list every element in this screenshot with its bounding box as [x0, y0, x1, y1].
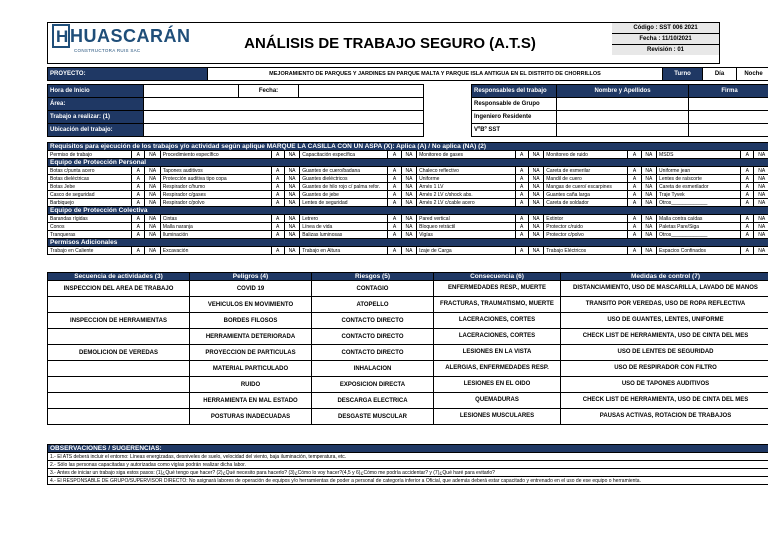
not-applies-checkbox[interactable]: NA: [641, 183, 656, 191]
info-table: [47, 84, 768, 137]
applies-checkbox[interactable]: A: [628, 247, 641, 255]
requirement-label: Guantes dieléctricos: [300, 175, 388, 183]
applies-checkbox[interactable]: A: [628, 183, 641, 191]
applies-checkbox[interactable]: A: [388, 231, 401, 239]
resident-engineer-name[interactable]: [557, 111, 689, 124]
not-applies-checkbox[interactable]: NA: [145, 231, 160, 239]
activity-cell[interactable]: CONTAGIO: [312, 281, 434, 297]
not-applies-checkbox[interactable]: NA: [401, 215, 416, 223]
not-applies-checkbox[interactable]: NA: [528, 199, 543, 207]
work-field[interactable]: [144, 111, 424, 124]
not-applies-checkbox[interactable]: NA: [284, 191, 299, 199]
applies-checkbox[interactable]: A: [132, 167, 145, 175]
requirement-label: Respirador c/gases: [160, 191, 271, 199]
applies-checkbox[interactable]: A: [271, 231, 284, 239]
requirement-label: Respirador c/polvo: [160, 199, 271, 207]
activity-cell[interactable]: QUEMADURAS: [434, 393, 561, 409]
requirement-label: Iluminación: [160, 231, 271, 239]
column-header: Consecuencia (6): [434, 273, 561, 281]
ppe-row: [48, 175, 768, 183]
collective-row: [48, 215, 768, 223]
activity-cell[interactable]: DEMOLICION DE VEREDAS: [48, 345, 190, 361]
requirement-label: Arnés 2 LV c/cable acero: [417, 199, 515, 207]
applies-checkbox[interactable]: A: [628, 175, 641, 183]
not-applies-checkbox[interactable]: NA: [754, 175, 768, 183]
not-applies-checkbox[interactable]: NA: [528, 151, 543, 159]
not-applies-checkbox[interactable]: NA: [284, 199, 299, 207]
applies-checkbox[interactable]: A: [741, 215, 754, 223]
area-field[interactable]: [144, 98, 424, 111]
requirements-table: [47, 142, 768, 255]
not-applies-checkbox[interactable]: NA: [145, 215, 160, 223]
activity-row: [48, 393, 768, 409]
activity-cell[interactable]: TRANSITO POR VEREDAS, USO DE ROPA REFLECTIVA: [561, 297, 768, 313]
requirement-label: Careta de soldador: [544, 199, 628, 207]
applies-checkbox[interactable]: A: [515, 223, 528, 231]
collective-row: [48, 223, 768, 231]
applies-checkbox[interactable]: A: [271, 175, 284, 183]
requirement-label: Casco de seguridad: [48, 191, 132, 199]
not-applies-checkbox[interactable]: NA: [145, 199, 160, 207]
activity-cell[interactable]: LESIONES MUSCULARES: [434, 409, 561, 425]
activity-cell[interactable]: INSPECCION DEL AREA DE TRABAJO: [48, 281, 190, 297]
requirement-label: Mandil de cuero: [544, 175, 628, 183]
activity-cell[interactable]: [48, 361, 190, 377]
column-header: Medidas de control (7): [561, 273, 768, 281]
requirement-label: Paletas Pare/Siga: [657, 223, 741, 231]
date-field-label: Fecha:: [239, 85, 299, 98]
not-applies-checkbox[interactable]: NA: [401, 175, 416, 183]
applies-checkbox[interactable]: A: [628, 215, 641, 223]
requirement-label: Careta de esmerilador: [657, 183, 741, 191]
activity-row: [48, 313, 768, 329]
sst-approval-name[interactable]: [557, 124, 689, 137]
requirement-label: Trabajo en Altura: [300, 247, 388, 255]
requirement-label: Barandas rígidas: [48, 215, 132, 223]
not-applies-checkbox[interactable]: NA: [528, 223, 543, 231]
applies-checkbox[interactable]: A: [515, 231, 528, 239]
not-applies-checkbox[interactable]: NA: [528, 247, 543, 255]
activity-cell[interactable]: LACERACIONES, CORTES: [434, 313, 561, 329]
activity-cell[interactable]: HERRAMIENTA DETERIORADA: [190, 329, 312, 345]
activity-cell[interactable]: MATERIAL PARTICULADO: [190, 361, 312, 377]
requirement-label: Protector c/ruido: [544, 223, 628, 231]
requirement-label: Protector c/polvo: [544, 231, 628, 239]
applies-checkbox[interactable]: A: [271, 183, 284, 191]
not-applies-checkbox[interactable]: NA: [284, 231, 299, 239]
permit-row: [48, 247, 768, 255]
not-applies-checkbox[interactable]: NA: [145, 223, 160, 231]
observation-note: 4.- El RESPONSABLE DE GRUPO/SUPERVISOR DIRECTO: No asignará labores de operación de equipos y/o herramientas de poder a personal de categoría inferior a Oficial, que además deberá estar capacitado y entrenado en el uso de ese equipo o herramienta.: [48, 477, 768, 485]
requirement-label: Lentes de seguridad: [300, 199, 388, 207]
observation-note: 1.- El ATS deberá incluir el entorno: Líneas energizadas, desniveles de suelo, velocidad del viento, baja iluminación, temperatura, etc.: [48, 453, 768, 461]
not-applies-checkbox[interactable]: NA: [145, 151, 160, 159]
requirement-label: Tapones auditivos: [160, 167, 271, 175]
ppe-row: [48, 167, 768, 175]
observation-note: 3.- Antes de iniciar un trabajo siga estos pasos: (1)¿Qué tengo que hacer? (2)¿Qué necesito para hacerlo? (3)¿Cómo lo voy hacer?(4,5 y 6)¿Cómo me podría accidentar? y (7)¿Qué haré para evitarlo?: [48, 469, 768, 477]
ppe-header: Equipo de Protección Personal: [48, 159, 768, 167]
applies-checkbox[interactable]: A: [388, 175, 401, 183]
not-applies-checkbox[interactable]: NA: [528, 183, 543, 191]
location-label: Ubicación del trabajo:: [48, 124, 144, 137]
company-logo: H HUASCARÁN CONSTRUCTORA RUIS SAC: [52, 24, 162, 60]
not-applies-checkbox[interactable]: NA: [401, 247, 416, 255]
activity-cell[interactable]: USO DE LENTES DE SEGURIDAD: [561, 345, 768, 361]
project-name: MEJORAMIENTO DE PARQUES Y JARDINES EN PARQUE MALTA Y PARQUE ISLA ANTIGUA EN EL DISTRITO DE CHORRILLOS: [208, 68, 663, 81]
not-applies-checkbox[interactable]: NA: [754, 215, 768, 223]
applies-checkbox[interactable]: A: [132, 175, 145, 183]
date-label: Fecha : 11/10/2021: [612, 34, 719, 45]
not-applies-checkbox[interactable]: NA: [145, 175, 160, 183]
activity-cell[interactable]: [48, 377, 190, 393]
requirement-label: Trabajo en Caliente: [48, 247, 132, 255]
requirement-label: Uniforme: [417, 175, 515, 183]
applies-checkbox[interactable]: A: [132, 215, 145, 223]
applies-checkbox[interactable]: A: [515, 215, 528, 223]
not-applies-checkbox[interactable]: NA: [528, 175, 543, 183]
applies-checkbox[interactable]: A: [271, 199, 284, 207]
additional-permits-header: Permisos Adicionales: [48, 239, 768, 247]
requirement-label: Botas Jebe: [48, 183, 132, 191]
activity-cell[interactable]: BORDES FILOSOS: [190, 313, 312, 329]
applies-checkbox[interactable]: A: [132, 231, 145, 239]
column-header: Secuencia de actividades (3): [48, 273, 190, 281]
activity-row: [48, 377, 768, 393]
not-applies-checkbox[interactable]: NA: [401, 199, 416, 207]
start-time-field[interactable]: [144, 85, 239, 98]
area-label: Área:: [48, 98, 144, 111]
applies-checkbox[interactable]: A: [388, 199, 401, 207]
activity-cell[interactable]: CONTACTO DIRECTO: [312, 313, 434, 329]
applies-checkbox[interactable]: A: [741, 223, 754, 231]
requirement-label: Malla contra caídas: [657, 215, 741, 223]
revision-label: Revisión : 01: [612, 45, 719, 55]
activity-cell[interactable]: ATOPELLO: [312, 297, 434, 313]
activity-cell[interactable]: INSPECCION DE HERRAMIENTAS: [48, 313, 190, 329]
activity-cell[interactable]: CONTACTO DIRECTO: [312, 345, 434, 361]
observations-table: [47, 444, 768, 485]
requirement-label: Guantes de cuero/badana: [300, 167, 388, 175]
requirement-label: Otros_____________: [657, 199, 741, 207]
requirement-label: Traje Tyvek: [657, 191, 741, 199]
applies-checkbox[interactable]: A: [628, 223, 641, 231]
shift-day[interactable]: Día: [703, 68, 737, 81]
applies-checkbox[interactable]: A: [388, 215, 401, 223]
requirement-label: Malla naranja: [160, 223, 271, 231]
activities-table: [47, 272, 768, 425]
not-applies-checkbox[interactable]: NA: [528, 167, 543, 175]
not-applies-checkbox[interactable]: NA: [284, 167, 299, 175]
activity-cell[interactable]: LACERACIONES, CORTES: [434, 329, 561, 345]
not-applies-checkbox[interactable]: NA: [641, 191, 656, 199]
activity-cell[interactable]: RUIDO: [190, 377, 312, 393]
shift-night[interactable]: Noche: [737, 68, 768, 81]
location-field[interactable]: [144, 124, 424, 137]
not-applies-checkbox[interactable]: NA: [401, 151, 416, 159]
ppe-row: [48, 191, 768, 199]
requirement-label: Letrero: [300, 215, 388, 223]
start-time-label: Hora de Inicio: [48, 85, 144, 98]
not-applies-checkbox[interactable]: NA: [528, 215, 543, 223]
column-header: Riesgos (5): [312, 273, 434, 281]
not-applies-checkbox[interactable]: NA: [284, 175, 299, 183]
requirement-label: Procedimiento específico: [160, 151, 271, 159]
activity-cell[interactable]: VEHICULOS EN MOVIMIENTO: [190, 297, 312, 313]
applies-checkbox[interactable]: A: [628, 151, 641, 159]
applies-checkbox[interactable]: A: [271, 247, 284, 255]
responsible-group-label: Responsable de Grupo: [472, 98, 557, 111]
applies-checkbox[interactable]: A: [271, 215, 284, 223]
activity-cell[interactable]: [48, 409, 190, 425]
requirement-label: Guantes de jebe: [300, 191, 388, 199]
requirement-label: Línea de vida: [300, 223, 388, 231]
applies-checkbox[interactable]: A: [271, 223, 284, 231]
requirement-label: Espacios Confinados: [657, 247, 741, 255]
not-applies-checkbox[interactable]: NA: [754, 223, 768, 231]
requirement-row: [48, 151, 768, 159]
activity-cell[interactable]: COVID 19: [190, 281, 312, 297]
requirement-label: Permiso de trabajo: [48, 151, 132, 159]
document-title: ANÁLISIS DE TRABAJO SEGURO (A.T.S): [244, 35, 536, 52]
not-applies-checkbox[interactable]: NA: [145, 183, 160, 191]
not-applies-checkbox[interactable]: NA: [754, 191, 768, 199]
applies-checkbox[interactable]: A: [388, 167, 401, 175]
requirement-label: Guantes caña larga: [544, 191, 628, 199]
applies-checkbox[interactable]: A: [132, 247, 145, 255]
activity-cell[interactable]: POSTURAS INADECUADAS: [190, 409, 312, 425]
document-codes: [612, 23, 719, 55]
collective-protection-header: Equipo de Protección Colectiva: [48, 207, 768, 215]
activity-cell[interactable]: PAUSAS ACTIVAS, ROTACION DE TRABAJOS: [561, 409, 768, 425]
requirement-label: Conos: [48, 223, 132, 231]
requirement-label: Tranqueras: [48, 231, 132, 239]
responsibles-header: Responsables del trabajo: [472, 85, 557, 98]
applies-checkbox[interactable]: A: [515, 151, 528, 159]
resident-engineer-sign[interactable]: [689, 111, 768, 124]
requirement-label: MSDS: [657, 151, 741, 159]
applies-checkbox[interactable]: A: [741, 175, 754, 183]
not-applies-checkbox[interactable]: NA: [284, 183, 299, 191]
observation-note: 2.- Sólo las personas capacitadas y autorizadas como vigías podrán realizar dicha labor.: [48, 461, 768, 469]
not-applies-checkbox[interactable]: NA: [401, 191, 416, 199]
applies-checkbox[interactable]: A: [132, 183, 145, 191]
not-applies-checkbox[interactable]: NA: [754, 247, 768, 255]
not-applies-checkbox[interactable]: NA: [401, 223, 416, 231]
applies-checkbox[interactable]: A: [271, 191, 284, 199]
applies-checkbox[interactable]: A: [388, 223, 401, 231]
not-applies-checkbox[interactable]: NA: [401, 167, 416, 175]
not-applies-checkbox[interactable]: NA: [641, 231, 656, 239]
applies-checkbox[interactable]: A: [388, 183, 401, 191]
activity-cell[interactable]: USO DE GUANTES, LENTES, UNIFORME: [561, 313, 768, 329]
applies-checkbox[interactable]: A: [741, 151, 754, 159]
responsible-group-sign[interactable]: [689, 98, 768, 111]
applies-checkbox[interactable]: A: [741, 199, 754, 207]
activity-cell[interactable]: CONTACTO DIRECTO: [312, 329, 434, 345]
requirements-header: Requisitos para ejecución de los trabajos y/o actividad según aplique MARQUE LA CASILLA CON UN ASPA (X): Aplica (A) / No aplica (NA) (2): [48, 143, 768, 151]
activity-cell[interactable]: ALERGIAS, ENFERMEDADES RESP.: [434, 361, 561, 377]
not-applies-checkbox[interactable]: NA: [754, 199, 768, 207]
activity-cell[interactable]: LESIONES EN EL OIDO: [434, 377, 561, 393]
project-label: PROYECTO:: [48, 68, 208, 81]
observations-header: OBSERVACIONES / SUGERENCIAS:: [48, 445, 768, 453]
requirement-label: Excavación: [160, 247, 271, 255]
not-applies-checkbox[interactable]: NA: [284, 151, 299, 159]
applies-checkbox[interactable]: A: [515, 183, 528, 191]
activity-cell[interactable]: EXPOSICION DIRECTA: [312, 377, 434, 393]
applies-checkbox[interactable]: A: [271, 151, 284, 159]
work-label: Trabajo a realizar: (1): [48, 111, 144, 124]
not-applies-checkbox[interactable]: NA: [145, 167, 160, 175]
activity-cell[interactable]: LESIONES EN LA VISTA: [434, 345, 561, 361]
activity-cell[interactable]: DISTANCIAMIENTO, USO DE MASCARILLA, LAVADO DE MANOS: [561, 281, 768, 297]
names-header: Nombre y Apellidos: [557, 85, 689, 98]
applies-checkbox[interactable]: A: [388, 191, 401, 199]
activities-header-row: [48, 273, 768, 281]
requirement-label: Botas dieléctricas: [48, 175, 132, 183]
not-applies-checkbox[interactable]: NA: [528, 191, 543, 199]
applies-checkbox[interactable]: A: [741, 247, 754, 255]
applies-checkbox[interactable]: A: [741, 191, 754, 199]
activity-row: [48, 361, 768, 377]
applies-checkbox[interactable]: A: [741, 231, 754, 239]
activity-cell[interactable]: INHALACION: [312, 361, 434, 377]
not-applies-checkbox[interactable]: NA: [401, 231, 416, 239]
activity-cell[interactable]: CHECK LIST DE HERRAMIENTA, USO DE CINTA DEL MES: [561, 329, 768, 345]
requirement-label: Barbiquejo: [48, 199, 132, 207]
column-header: Peligros (4): [190, 273, 312, 281]
not-applies-checkbox[interactable]: NA: [284, 247, 299, 255]
requirement-label: Cintas: [160, 215, 271, 223]
not-applies-checkbox[interactable]: NA: [641, 167, 656, 175]
requirement-label: Arnés 1 LV: [417, 183, 515, 191]
not-applies-checkbox[interactable]: NA: [284, 215, 299, 223]
requirement-label: Mangas de cuero/ escarpines: [544, 183, 628, 191]
collective-row: [48, 231, 768, 239]
applies-checkbox[interactable]: A: [628, 199, 641, 207]
applies-checkbox[interactable]: A: [515, 175, 528, 183]
sst-approval-sign[interactable]: [689, 124, 768, 137]
not-applies-checkbox[interactable]: NA: [641, 215, 656, 223]
requirement-label: Bloqueo retráctil: [417, 223, 515, 231]
not-applies-checkbox[interactable]: NA: [401, 183, 416, 191]
activity-row: [48, 409, 768, 425]
applies-checkbox[interactable]: A: [271, 167, 284, 175]
not-applies-checkbox[interactable]: NA: [754, 151, 768, 159]
activity-cell[interactable]: DESCARGA ELECTRICA: [312, 393, 434, 409]
not-applies-checkbox[interactable]: NA: [641, 175, 656, 183]
requirement-label: Extintor: [544, 215, 628, 223]
requirement-label: Trabajo Eléctricos: [544, 247, 628, 255]
requirement-label: Botas c/punta acero: [48, 167, 132, 175]
not-applies-checkbox[interactable]: NA: [145, 247, 160, 255]
resident-engineer-label: Ingeniero Residente: [472, 111, 557, 124]
requirement-label: Vigías: [417, 231, 515, 239]
applies-checkbox[interactable]: A: [741, 183, 754, 191]
shift-label: Turno: [663, 68, 703, 81]
not-applies-checkbox[interactable]: NA: [528, 231, 543, 239]
requirement-label: Lentes de raíscorte: [657, 175, 741, 183]
applies-checkbox[interactable]: A: [515, 167, 528, 175]
code-label: Código : SST 006 2021: [612, 23, 719, 34]
applies-checkbox[interactable]: A: [132, 223, 145, 231]
requirement-label: Pared vertical: [417, 215, 515, 223]
activity-cell[interactable]: [48, 393, 190, 409]
activity-row: [48, 297, 768, 313]
project-table: [47, 67, 768, 81]
requirement-label: Arnés 2 LV c/shock abs.: [417, 191, 515, 199]
not-applies-checkbox[interactable]: NA: [641, 151, 656, 159]
requirement-label: Otros_____________: [657, 231, 741, 239]
applies-checkbox[interactable]: A: [515, 191, 528, 199]
not-applies-checkbox[interactable]: NA: [754, 183, 768, 191]
activity-cell[interactable]: [48, 297, 190, 313]
sst-approval-label: VºBº SST: [472, 124, 557, 137]
not-applies-checkbox[interactable]: NA: [641, 199, 656, 207]
activity-cell[interactable]: [48, 329, 190, 345]
applies-checkbox[interactable]: A: [132, 191, 145, 199]
applies-checkbox[interactable]: A: [515, 199, 528, 207]
activity-row: [48, 281, 768, 297]
applies-checkbox[interactable]: A: [628, 191, 641, 199]
applies-checkbox[interactable]: A: [388, 151, 401, 159]
activity-cell[interactable]: HERRAMIENTA EN MAL ESTADO: [190, 393, 312, 409]
requirement-label: Uniforme jean: [657, 167, 741, 175]
not-applies-checkbox[interactable]: NA: [641, 247, 656, 255]
requirement-label: Careta de esmerilar: [544, 167, 628, 175]
activity-cell[interactable]: FRACTURAS, TRAUMATISMO, MUERTE: [434, 297, 561, 313]
signature-header: Firma: [689, 85, 768, 98]
requirement-label: Protección auditiva tipo copa: [160, 175, 271, 183]
applies-checkbox[interactable]: A: [628, 231, 641, 239]
responsible-group-name[interactable]: [557, 98, 689, 111]
not-applies-checkbox[interactable]: NA: [754, 167, 768, 175]
not-applies-checkbox[interactable]: NA: [284, 223, 299, 231]
ppe-row: [48, 183, 768, 191]
applies-checkbox[interactable]: A: [741, 167, 754, 175]
applies-checkbox[interactable]: A: [628, 167, 641, 175]
activity-cell[interactable]: DESGASTE MUSCULAR: [312, 409, 434, 425]
not-applies-checkbox[interactable]: NA: [145, 191, 160, 199]
requirement-label: Izaje de Carga: [417, 247, 515, 255]
applies-checkbox[interactable]: A: [515, 247, 528, 255]
ppe-row: [48, 199, 768, 207]
applies-checkbox[interactable]: A: [388, 247, 401, 255]
applies-checkbox[interactable]: A: [132, 199, 145, 207]
requirement-label: Capacitación específica: [300, 151, 388, 159]
date-field[interactable]: [299, 85, 424, 98]
activity-cell[interactable]: PROYECCION DE PARTICULAS: [190, 345, 312, 361]
activity-cell[interactable]: CHECK LIST DE HERRAMIENTA, USO DE CINTA DEL MES: [561, 393, 768, 409]
activity-cell[interactable]: USO DE TAPONES AUDITIVOS: [561, 377, 768, 393]
requirement-label: Balizas luminosas: [300, 231, 388, 239]
not-applies-checkbox[interactable]: NA: [754, 231, 768, 239]
requirement-label: Guantes de hilo rojo c/ palma refor.: [300, 183, 388, 191]
not-applies-checkbox[interactable]: NA: [641, 223, 656, 231]
activity-cell[interactable]: ENFERMEDADES RESP., MUERTE: [434, 281, 561, 297]
requirement-label: Chaleco reflectivo: [417, 167, 515, 175]
requirement-label: Monitoreo de ruido: [544, 151, 628, 159]
requirement-label: Respirador c/humo: [160, 183, 271, 191]
activity-cell[interactable]: USO DE RESPIRADOR CON FILTRO: [561, 361, 768, 377]
applies-checkbox[interactable]: A: [132, 151, 145, 159]
activity-row: [48, 329, 768, 345]
activity-row: [48, 345, 768, 361]
requirement-label: Monitoreo de gases: [417, 151, 515, 159]
